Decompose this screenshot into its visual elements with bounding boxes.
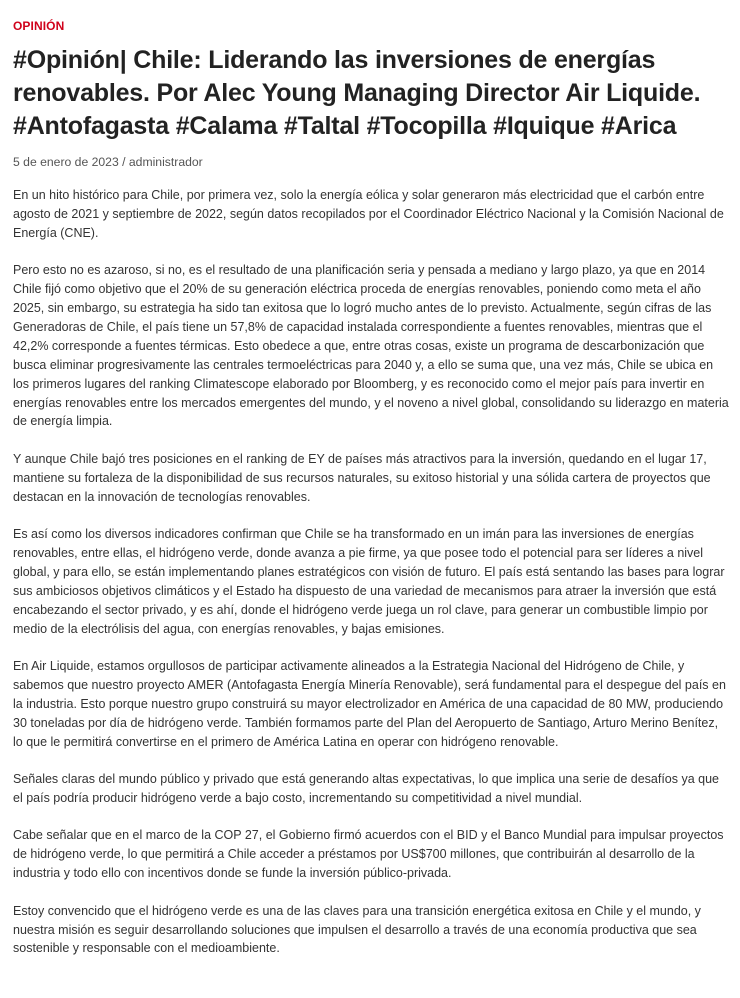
category-link[interactable]: OPINIÓN — [13, 19, 65, 33]
article-title: #Opinión| Chile: Liderando las inversiones de energías renovables. Por Alec Young Managing Director Air Liquide. #Antofagasta #Calama #Taltal #Tocopilla #Iquique #Arica — [13, 46, 701, 140]
author-link[interactable]: administrador — [128, 155, 203, 169]
paragraph: Cabe señalar que en el marco de la COP 27, el Gobierno firmó acuerdos con el BID y el Banco Mundial para impulsar proyectos de hidrógeno verde, lo que permitirá a Chile acceder a préstamos por US$700 millones, que contribuirán al desarrollo de la industria y todo ello con incentivos donde se funde la inversión público-privada. — [13, 828, 724, 881]
paragraph: Estoy convencido que el hidrógeno verde es una de las claves para una transición energética exitosa en Chile y el mundo, y nuestra misión es seguir desarrollando soluciones que impulsen el desarrollo a través de una economía productiva que sea sostenible y responsable con el medioambiente. — [13, 903, 701, 956]
paragraph: Y aunque Chile bajó tres posiciones en el ranking de EY de países más atractivos para la inversión, quedando en el lugar 17, mantiene su fortaleza de la disponibilidad de sus recursos naturales, su exitoso historial y una sólida cartera de proyectos que destacan en la innovación de tecnologías renovables. — [13, 451, 711, 504]
paragraph: Señales claras del mundo público y privado que está generando altas expectativas, lo que implica una serie de desafíos ya que el país podría producir hidrógeno verde a bajo costo, incrementando su competitividad a nivel mundial. — [13, 772, 719, 805]
meta-separator: / — [118, 155, 129, 169]
paragraph: Pero esto no es azaroso, si no, es el resultado de una planificación seria y pensada a mediano y largo plazo, ya que en 2014 Chile fijó como objetivo que el 20% de su generación eléctrica proceda de energías renovables, poniendo como meta el año 2025, sin embargo, su estrategia ha sido tan exitosa que lo logró mucho antes de lo previsto. Actualmente, según cifras de las Generadoras de Chile, el país tiene un 57,8% de capacidad instalada correspondiente a fuentes renovables, mientras que el 42,2% corresponde a fuentes térmicas. Esto obedece a que, entre otras cosas, existe un programa de descarbonización que busca eliminar progresivamente las centrales termoeléctricas para 2040 y, a ello se suma que, una vez más, Chile se ubica en los primeros lugares del ranking Climatescope elaborado por Bloomberg, y es reconocido como el mejor país para invertir en energías renovables entre los mercados emergentes del mundo, y el noveno a nivel global, consolidando su liderazgo en materia de energía limpia. — [13, 263, 729, 429]
article-meta — [13, 154, 730, 170]
paragraph: En Air Liquide, estamos orgullosos de participar activamente alineados a la Estrategia Nacional del Hidrógeno de Chile, y sabemos que nuestro proyecto AMER (Antofagasta Energía Minería Renovable), será fundamental para el despegue del país en la industria. Esto porque nuestro grupo construirá su mayor electrolizador en América de una capacidad de 80 MW, produciendo 30 toneladas por día de hidrógeno verde. También formamos parte del Plan del Aeropuerto de Santiago, Arturo Merino Benítez, lo que le permitirá convertirse en el primero de América Latina en operar con hidrógeno renovable. — [13, 659, 726, 749]
paragraph: Es así como los diversos indicadores confirman que Chile se ha transformado en un imán para las inversiones de energías renovables, entre ellas, el hidrógeno verde, donde avanza a pie firme, ya que posee todo el potencial para ser líderes a nivel global, y para ello, se están implementando planes estratégicos con visión de futuro. El país está sentando las bases para lograr sus ambiciosos objetivos climáticos y el Estado ha dispuesto de una variedad de mecanismos para atraer la inversión que está encabezando el sector privado, y es ahí, donde el hidrógeno verde juega un rol clave, para generar un combustible limpio por medio de la electrólisis del agua, con energías renovables, y bajas emisiones. — [13, 527, 725, 636]
post-date-link[interactable]: 5 de enero de 2023 — [13, 155, 119, 169]
paragraph: En un hito histórico para Chile, por primera vez, solo la energía eólica y solar generaron más electricidad que el carbón entre agosto de 2021 y septiembre de 2022, según datos recopilados por el Coordinador Eléctrico Nacional y la Comisión Nacional de Energía (CNE). — [13, 188, 724, 240]
article-content — [13, 186, 730, 958]
